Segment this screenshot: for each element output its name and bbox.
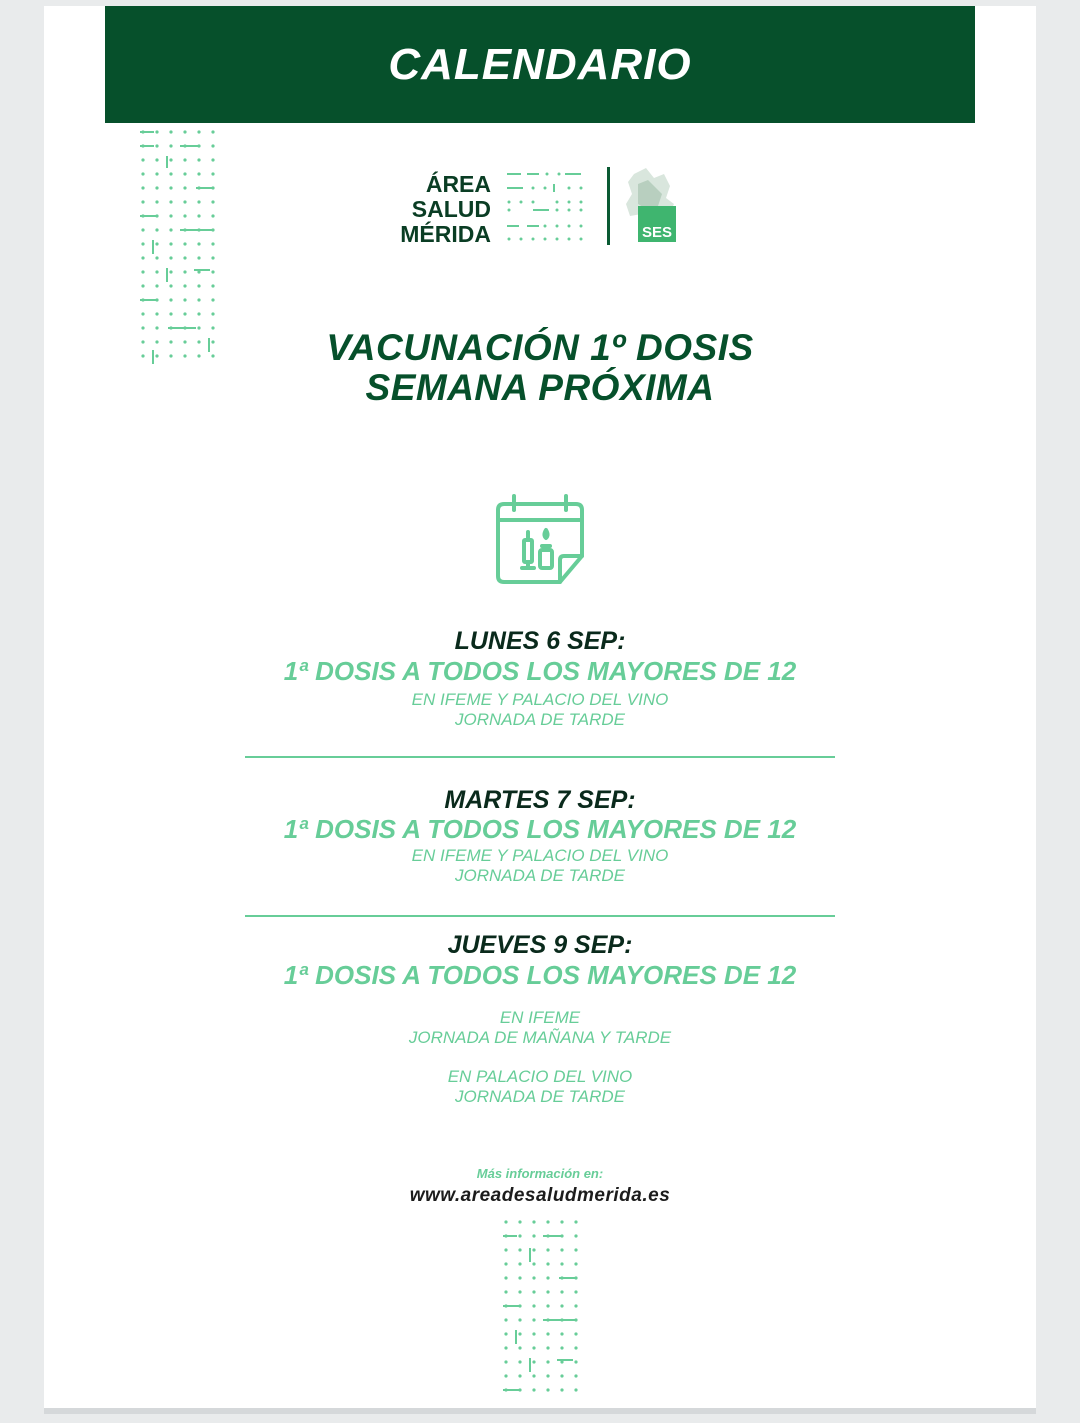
page-shadow: [44, 1408, 1036, 1414]
schedule-place-3b: JORNADA DE MAÑANA Y TARDE: [408, 1028, 672, 1047]
schedule-place-2b: JORNADA DE TARDE: [454, 866, 626, 885]
heading-line-2: SEMANA PRÓXIMA: [365, 367, 715, 408]
schedule-day-3: JUEVES 9 SEP:: [447, 931, 633, 959]
logo-line-area: ÁREA: [425, 171, 491, 197]
schedule-place-3d: JORNADA DE TARDE: [454, 1087, 626, 1106]
area-salud-logo-text: [384, 172, 491, 247]
schedule-dose-1: 1ª DOSIS A TODOS LOS MAYORES DE 12: [283, 656, 797, 686]
header-banner: [105, 6, 975, 123]
schedule-day-2: MARTES 7 SEP:: [444, 786, 636, 814]
dot-pattern-decoration-bottom: [503, 1218, 583, 1404]
poster-page: [44, 6, 1036, 1408]
logo-line-salud: SALUD: [411, 196, 491, 222]
logo-line-merida: MÉRIDA: [400, 221, 491, 247]
ses-badge-text: SES: [641, 224, 673, 241]
schedule-place-3c: EN PALACIO DEL VINO: [447, 1067, 633, 1086]
website-link[interactable]: www.areadesaludmerida.es: [409, 1185, 671, 1206]
logo-dot-pattern: [507, 169, 587, 245]
campaign-heading: [204, 328, 876, 408]
divider-1: [245, 756, 835, 758]
more-info-label: Más información en:: [476, 1166, 604, 1181]
schedule-dose-3: 1ª DOSIS A TODOS LOS MAYORES DE 12: [283, 960, 797, 990]
page-title: CALENDARIO: [388, 39, 692, 89]
schedule-dose-2: 1ª DOSIS A TODOS LOS MAYORES DE 12: [283, 814, 797, 844]
schedule-day-1: LUNES 6 SEP:: [454, 627, 626, 655]
schedule-place-3a: EN IFEME: [499, 1008, 581, 1027]
heading-line-1: VACUNACIÓN 1º DOSIS: [326, 327, 754, 368]
divider-2: [245, 915, 835, 917]
calendar-vaccine-icon: [494, 492, 586, 588]
logo-divider: [607, 167, 610, 245]
ses-logo-icon: [624, 164, 684, 246]
schedule-place-1a: EN IFEME Y PALACIO DEL VINO: [411, 690, 669, 709]
schedule-place-2a: EN IFEME Y PALACIO DEL VINO: [411, 846, 669, 865]
schedule-place-1b: JORNADA DE TARDE: [454, 710, 626, 729]
